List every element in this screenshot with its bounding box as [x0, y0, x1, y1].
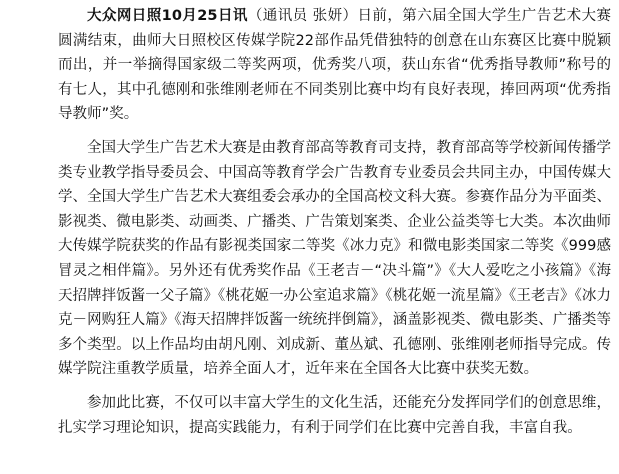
article-paragraph-2-text: 全国大学生广告艺术大赛是由教育部高等教育司支持，教育部高等学校新闻传播学类专业教学指导委员会、中国高等教育学会广告教育专业委员会共同主办，中国传媒大学、全国大学生广告艺术大赛组委会承办的全国高校文科大赛。参赛作品分为平面类、影视类、微电影类、动画类、广播类、广告策划案类、企业公益类等七大类。本次曲师大传媒学院获奖的作品有影视类国家二等奖《冰力克》和微电影类国家二等奖《999感冒灵之相伴篇》。另外还有优秀奖作品《王老吉－“决斗篇”》《大人爱吃之小孩篇》《海天招牌拌饭酱一父子篇》《桃花姬一办公室追求篇》《桃花姬一流星篇》《王老吉》《冰力克－网购狂人篇》《海天招牌拌饭酱一统统拌倒篇》，涵盖影视类、微电影类、广播类等多个类型。以上作品均由胡凡刚、刘成新、董丛斌、孔德刚、张维刚老师指导完成。传媒学院注重教学质量，培养全面人才，近年来在全国各大比赛中获奖无数。: [58, 139, 611, 378]
article-paragraph-1-text: （通讯员 张妍）日前，第六届全国大学生广告艺术大赛圆满结束，曲师大日照校区传媒学院22部作品凭借独特的创意在山东赛区比赛中脱颖而出，并一举摘得国家级二等奖两项，优秀奖八项，获山东省“优秀指导教师”称号的有七人，其中孔德刚和张维刚老师在不同类别比赛中均有良好表现，捧回两项“优秀指导教师”奖。: [58, 8, 611, 123]
article-paragraph-2: [58, 136, 611, 382]
article-dateline: 大众网日照10月25日讯: [87, 8, 248, 24]
article-paragraph-3-text: 参加此比赛，不仅可以丰富大学生的文化生活，还能充分发挥同学们的创意思维，扎实学习理论知识，提高实践能力，有利于同学们在比赛中完善自我，丰富自我。: [58, 394, 611, 436]
article-paragraph-1: [58, 4, 611, 127]
article-paragraph-3: [58, 391, 611, 440]
